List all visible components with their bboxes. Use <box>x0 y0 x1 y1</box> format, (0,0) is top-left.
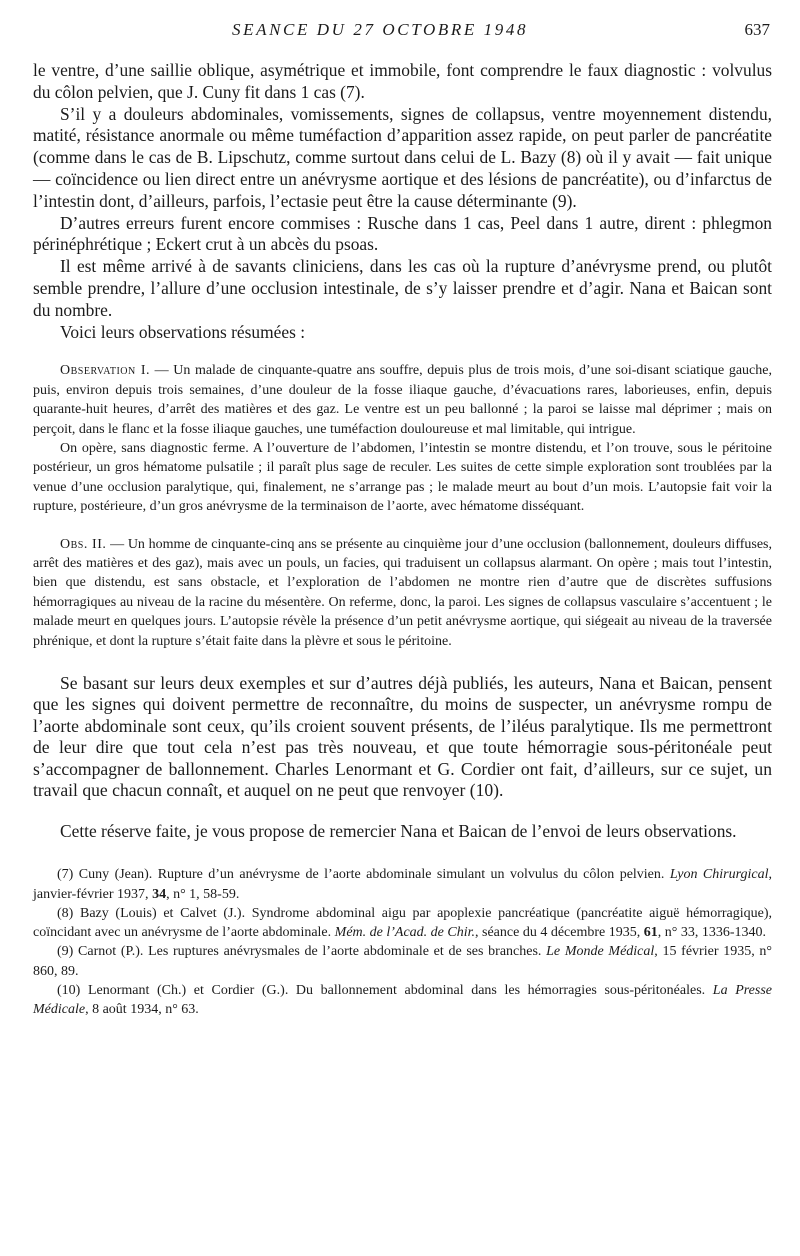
observation-label: Observation I. <box>60 363 151 379</box>
body-paragraph: Il est même arrivé à de savants cliniciens, dans les cas où la rupture d’anévrysme prend, ou plutôt semble prendre, l’allure d’une occlusion intestinale, de s’y laisser prendre et d’agir. Nana et Baican sont du nombre. <box>33 256 772 320</box>
observation-label: Obs. II. <box>60 536 107 552</box>
page-body <box>33 60 772 1020</box>
body-paragraph: le ventre, d’une saillie oblique, asymétrique et immobile, font comprendre le faux diagnostic : volvulus du côlon pelvien, que J. Cuny fit dans 1 cas (7). <box>33 60 772 102</box>
running-title: SEANCE DU 27 OCTOBRE 1948 <box>232 20 529 39</box>
observation-1 <box>33 361 772 516</box>
footnote: (7) Cuny (Jean). Rupture d’un anévrysme de l’aorte abdominale simulant un volvulus du côlon pelvien. Lyon Chirurgical, janvier-février 1937, 34, n° 1, 58-59. <box>33 867 772 902</box>
footnote: (10) Lenormant (Ch.) et Cordier (G.). Du ballonnement abdominal dans les hémorragies sous-péritonéales. La Presse Médicale, 8 août 1934, n° 63. <box>33 983 773 1018</box>
closing-paragraph: Cette réserve faite, je vous propose de remercier Nana et Baican de l’envoi de leurs observations. <box>60 821 737 842</box>
footnote: (9) Carnot (P.). Les ruptures anévrysmales de l’aorte abdominale et de ses branches. Le Monde Médical, 15 février 1935, n° 860, 89. <box>33 944 772 979</box>
footnotes <box>33 865 772 1019</box>
observation-paragraph: On opère, sans diagnostic ferme. A l’ouverture de l’abdomen, l’intestin se montre distendu, et l’on trouve, sous le péritoine postérieur, un gros hématome pulsatile ; il paraît plus sage de reculer. Les suites de cette simple exploration sont troublées par la venue d’une occlusion paralytique, qui, finalement, ne s’arrange pas ; le malade meurt au bout d’un mois. L’autopsie fait voir la rupture, postérieure, d’un gros anévrysme de la terminaison de l’aorte, avec hématome disséquant. <box>33 440 772 515</box>
page-header <box>32 20 770 46</box>
observation-text: — Un homme de cinquante-cinq ans se présente au cinquième jour d’une occlusion (ballonnement, douleurs diffuses, arrêt des matières et des gaz), mais avec un pouls, un facies, qui traduisent un collapsus alarmant. On opère ; mais tout l’intestin, bien que distendu, est sans obstacle, et l’exploration de l’abdomen ne montre rien d’autre que de discrètes suffusions hémorragiques au niveau de la racine du mésentère. On referme, donc, la paroi. Les signes de collapsus vasculaire s’accentuent ; le malade meurt en quelques jours. L’autopsie révèle la présence d’un petit anévrysme aortique, qui siégeait au niveau de la traversée phrénique, et dont la rupture s’était faite dans la plèvre et sous le péritoine. <box>33 536 772 649</box>
body-paragraph: Voici leurs observations résumées : <box>60 321 306 342</box>
observation-paragraph <box>33 361 772 439</box>
body-paragraph: S’il y a douleurs abdominales, vomissements, signes de collapsus, ventre moyennement distendu, matité, résistance anormale ou même tuméfaction d’apparition assez rapide, on peut parler de pancréatite (comme dans le cas de B. Lipschutz, comme surtout dans celui de L. Bazy (8) où il y avait — fait unique — coïncidence ou lien direct entre un anévrysme aortique et des lésions de pancréatite), ou d’infarctus de l’intestin dont, d’ailleurs, parfois, l’ectasie peut être la cause déterminante (9). <box>33 103 772 211</box>
body-paragraph: D’autres erreurs furent encore commises : Rusche dans 1 cas, Peel dans 1 autre, dirent : phlegmon périnéphrétique ; Eckert crut à un abcès du psoas. <box>33 212 772 255</box>
observation-2 <box>33 535 772 651</box>
conclusion-paragraph: Se basant sur leurs deux exemples et sur d’autres déjà publiés, les auteurs, Nana et Baican, pensent que les signes qui doivent permettre de reconnaître, du moins de suspecter, un anévrysme rompu de l’aorte abdominale sont ceux, qu’ils croient souvent présents, de l’iléus paralytique. Ils me permettront de leur dire que tout cela n’est pas très nouveau, et que toute hémorragie sous-péritonéale peut s’accompagner de ballonnement. Charles Lenormant et G. Cordier ont fait, d’ailleurs, sur ce sujet, un travail que chacun connaît, et auquel on ne peut que renvoyer (10). <box>33 673 772 801</box>
page-number: 637 <box>744 20 770 39</box>
footnote: (8) Bazy (Louis) et Calvet (J.). Syndrome abdominal aigu par apoplexie pancréatique (pancréatite aiguë hémorragique), coïncidant avec un anévrysme de l’aorte abdominale. Mém. de l’Acad. de Chir., séance du 4 décembre 1935, 61, n° 33, 1336-1340. <box>33 905 772 941</box>
observation-paragraph <box>33 535 772 651</box>
observation-text: — Un malade de cinquante-quatre ans souffre, depuis plus de trois mois, d’une soi-disant sciatique gauche, puis, environ depuis trois semaines, d’une douleur de la fosse iliaque gauche, d’évacuations rares, laborieuses, enfin, depuis quarante-huit heures, d’arrêt des matières et des gaz. Le ventre est un peu ballonné ; la paroi se laisse mal déprimer ; mais on perçoit, dans le flanc et la fosse iliaque gauches, une tuméfaction douloureuse et mal limitable, qui intrigue. <box>33 363 772 437</box>
